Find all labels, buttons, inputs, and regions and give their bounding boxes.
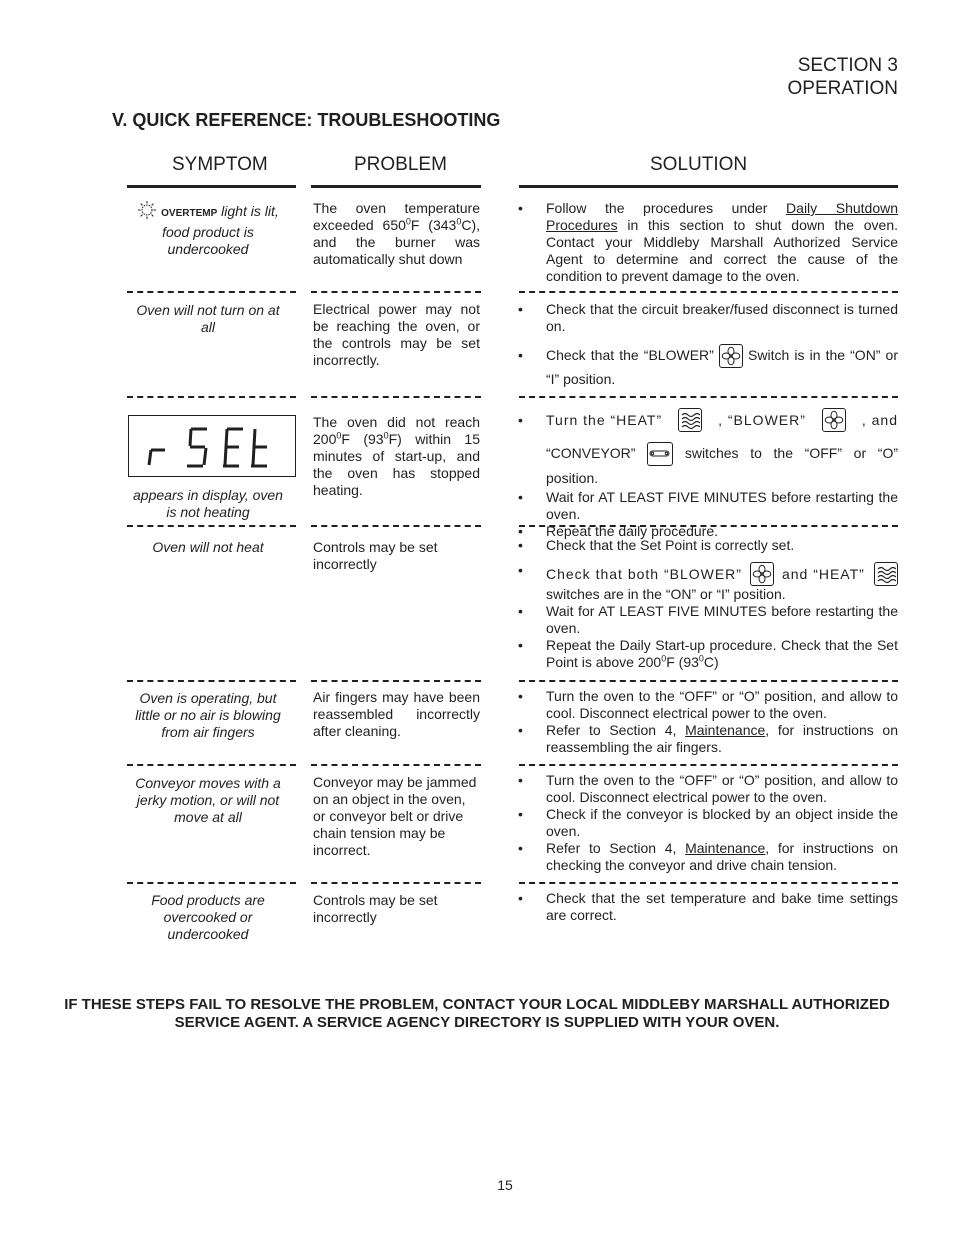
separator-problem: [311, 764, 481, 766]
separator-symptom: [127, 396, 296, 398]
degree-mark: 0: [336, 430, 342, 441]
solution-text: Turn the “HEAT”: [546, 412, 663, 428]
solution-text: Check that the set temperature and bake time settings are correct.: [546, 890, 898, 923]
solution-text: Wait for AT LEAST FIVE MINUTES before restarting the oven.: [546, 489, 898, 523]
seven-segment-digits: [129, 416, 295, 476]
problem-text: Conveyor may be jammed on an object in the oven, or conveyor belt or drive chain tension may be incorrect.: [313, 774, 477, 858]
problem-text: The oven temperature exceeded 650: [313, 200, 480, 233]
solution-text: , and: [861, 412, 898, 428]
bullet: •: [518, 806, 523, 822]
solution-text: “CONVEYOR”: [546, 445, 636, 461]
bullet: •: [518, 722, 523, 738]
maintenance-link: Maintenance: [685, 840, 766, 856]
solution-cell: [518, 200, 898, 285]
bullet: •: [518, 412, 523, 428]
symptom-cell: [130, 892, 286, 943]
column-header-solution: SOLUTION: [650, 154, 748, 175]
bullet: •: [518, 637, 523, 653]
section-header: [788, 54, 899, 100]
problem-header-rule: [311, 185, 481, 188]
problem-cell: [313, 774, 480, 859]
solution-text: switches are in the “ON” or “I” position.: [546, 586, 786, 602]
control-display: [128, 415, 296, 477]
separator-symptom: [127, 882, 296, 884]
symptom-text: Conveyor moves with a jerky motion, or will not move at all: [135, 775, 281, 825]
solution-text: C): [703, 654, 719, 670]
solution-item: [518, 637, 898, 671]
solution-text: switches to the “OFF” or “O” position.: [546, 445, 899, 487]
solution-text: Check if the conveyor is blocked by an object inside the oven.: [546, 806, 898, 839]
symptom-cell: [130, 775, 286, 826]
symptom-text: Food products are overcooked or undercooked: [151, 892, 265, 942]
solution-text: Turn the oven to the “OFF” or “O” position, and allow to cool. Disconnect electrical power to the oven.: [546, 688, 898, 721]
solution-text: Repeat the daily procedure.: [546, 523, 718, 540]
symptom-cell: [130, 690, 286, 741]
problem-cell: [313, 539, 480, 573]
solution-text: Check that the circuit breaker/fused disconnect is turned on.: [546, 301, 898, 334]
solution-cell: [518, 688, 898, 756]
bullet: •: [518, 562, 523, 578]
solution-item: [518, 688, 898, 722]
problem-cell: [313, 414, 480, 499]
solution-text: , for instructions on checking the conveyor and drive chain tension.: [546, 840, 899, 873]
bullet: •: [518, 890, 523, 906]
overtemp-label: OVERTEMP: [161, 208, 218, 219]
solution-text: Refer to Section 4,: [546, 722, 686, 738]
problem-text: F (343: [410, 217, 457, 233]
solution-cell: [518, 772, 898, 874]
separator-solution: [519, 396, 898, 398]
solution-cell: [518, 537, 898, 671]
page-number: 15: [497, 1177, 513, 1193]
symptom-text: Oven will not heat: [152, 539, 264, 555]
separator-symptom: [127, 291, 296, 293]
problem-cell: [313, 200, 480, 268]
symptom-text: Oven is operating, but little or no air is blowing from air fingers: [135, 690, 281, 740]
solution-item: [518, 722, 898, 756]
problem-text: Controls may be set incorrectly: [313, 892, 438, 925]
column-header-problem: PROBLEM: [354, 154, 447, 175]
solution-cell: [518, 408, 898, 540]
contact-service-note: IF THESE STEPS FAIL TO RESOLVE THE PROBLEM, CONTACT YOUR LOCAL MIDDLEBY MARSHALL AUTHORIZED SERVICE AGENT. A SERVICE AGENCY DIRECTORY IS SUPPLIED WITH YOUR OVEN.: [64, 996, 890, 1031]
column-header-symptom: SYMPTOM: [172, 154, 268, 175]
separator-problem: [311, 882, 481, 884]
solution-cell: [518, 301, 898, 391]
solution-text: Turn the oven to the “OFF” or “O” position, and allow to cool. Disconnect electrical power to the oven.: [546, 772, 898, 805]
solution-item: [518, 344, 898, 391]
separator-solution: [519, 291, 898, 293]
bullet: •: [518, 537, 523, 553]
solution-item: [518, 806, 898, 840]
solution-text: Repeat the Daily Start-up procedure. Check that the Set Point is above 200: [546, 637, 898, 670]
page-title: V. QUICK REFERENCE: TROUBLESHOOTING: [112, 110, 501, 130]
problem-text: Electrical power may not be reaching the oven, or the controls may be set incorrectly.: [313, 301, 480, 368]
solution-item: [518, 562, 898, 603]
separator-problem: [311, 291, 481, 293]
separator-solution: [519, 680, 898, 682]
solution-item: [518, 408, 898, 490]
separator-problem: [311, 525, 481, 527]
solution-item: [518, 489, 898, 523]
solution-text: and “HEAT”: [781, 566, 865, 582]
symptom-text: Oven will not turn on at all: [136, 302, 280, 335]
symptom-text: light is lit, food product is undercooked: [162, 203, 279, 257]
sun-icon: [137, 200, 157, 224]
solution-text: , “BLOWER”: [718, 412, 806, 428]
solution-cell: [518, 890, 898, 924]
bullet: •: [518, 603, 523, 619]
separator-symptom: [127, 525, 296, 527]
solution-item: [518, 840, 898, 874]
symptom-cell: [130, 302, 286, 336]
heat-icon: [874, 562, 898, 586]
solution-text: F (93: [666, 654, 699, 670]
bullet: •: [518, 200, 523, 216]
solution-text: Check that both “BLOWER”: [546, 566, 742, 582]
solution-item: [518, 301, 898, 335]
separator-problem: [311, 680, 481, 682]
section-number: SECTION 3: [797, 55, 898, 76]
degree-mark: 0: [698, 653, 704, 664]
solution-item: [518, 537, 898, 554]
solution-text: Switch is in the “ON” or “I” position.: [546, 347, 899, 388]
solution-text: Wait for AT LEAST FIVE MINUTES before restarting the oven.: [546, 603, 898, 636]
solution-item: [518, 890, 898, 924]
solution-header-rule: [519, 185, 898, 188]
solution-item: [518, 772, 898, 806]
symptom-text: appears in display, oven is not heating: [133, 487, 283, 520]
separator-symptom: [127, 764, 296, 766]
solution-text: in this section to shut down the oven. Contact your Middleby Marshall Authorized Service Agent to determine and correct the cause of the condition to prevent damage to the oven.: [546, 217, 898, 284]
problem-cell: [313, 689, 480, 740]
symptom-cell: [130, 539, 286, 556]
bullet: •: [518, 347, 523, 363]
fan-icon: [822, 408, 846, 432]
degree-mark: 0: [405, 216, 411, 227]
solution-item: [518, 200, 898, 285]
degree-mark: 0: [456, 216, 462, 227]
separator-solution: [519, 764, 898, 766]
section-name: OPERATION: [787, 78, 898, 99]
problem-cell: [313, 892, 480, 926]
bullet: •: [518, 688, 523, 704]
symptom-cell: [130, 487, 286, 521]
solution-item: [518, 603, 898, 637]
solution-text: Refer to Section 4,: [546, 840, 686, 856]
bullet: •: [518, 523, 523, 540]
problem-text: Air fingers may have been reassembled incorrectly after cleaning.: [313, 689, 480, 739]
separator-problem: [311, 396, 481, 398]
problem-text: C), and the burner was automatically shut down: [313, 217, 481, 267]
problem-cell: [313, 301, 480, 369]
problem-text: The oven did not reach 200: [313, 414, 480, 447]
problem-text: F (93: [341, 431, 384, 447]
degree-mark: 0: [383, 430, 389, 441]
separator-symptom: [127, 680, 296, 682]
heat-icon: [678, 408, 702, 432]
symptom-cell: [130, 200, 286, 258]
separator-solution: [519, 882, 898, 884]
problem-text: Controls may be set incorrectly: [313, 539, 438, 572]
daily-shutdown-link: Daily Shutdown Procedures: [546, 200, 899, 233]
maintenance-link: Maintenance: [685, 722, 766, 738]
bullet: •: [518, 489, 523, 506]
solution-text: Check that the “BLOWER”: [546, 347, 714, 363]
fan-icon: [750, 562, 774, 586]
degree-mark: 0: [661, 653, 667, 664]
conveyor-icon: [647, 442, 673, 466]
symptom-header-rule: [127, 185, 296, 188]
bullet: •: [518, 840, 523, 856]
bullet: •: [518, 301, 523, 317]
solution-text: Check that the Set Point is correctly set.: [546, 537, 795, 553]
solution-text: Follow the procedures under: [546, 200, 787, 216]
solution-text: , for instructions on reassembling the air fingers.: [546, 722, 899, 755]
fan-icon: [719, 344, 743, 368]
problem-text: F) within 15 minutes of start-up, and the oven has stopped heating.: [313, 431, 480, 498]
bullet: •: [518, 772, 523, 788]
